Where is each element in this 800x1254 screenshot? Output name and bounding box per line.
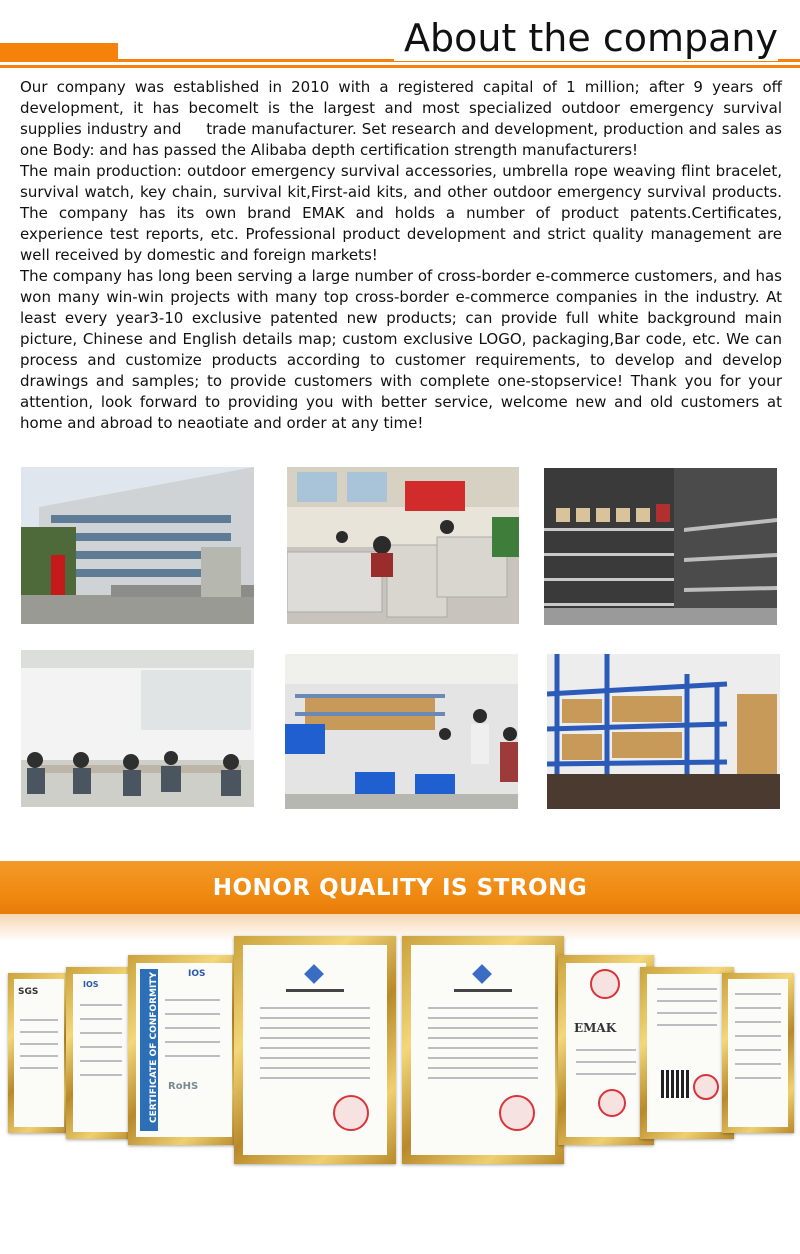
patent-emblem-icon <box>472 964 492 984</box>
header-rule-bottom <box>0 65 800 68</box>
photo-warehouse <box>547 654 780 809</box>
photo-workshop <box>21 650 254 807</box>
honor-banner <box>0 861 800 914</box>
photo-factory-building <box>21 467 254 624</box>
conformity-label: CERTIFICATE OF CONFORMITY <box>149 972 159 1123</box>
certificate-of-conformity <box>128 955 240 1145</box>
packing-area-image <box>285 654 518 809</box>
page-title: About the company <box>394 15 778 61</box>
emak-label: EMAK <box>574 1021 617 1035</box>
honor-banner-shadow <box>0 914 800 942</box>
intro-paragraph-1: Our company was established in 2010 with a registered capital of 1 million; after 9 years off development, it has becomelt is the largest and most specialized outdoor emergency survival supplies industry and trade manufacturer. Set research and development, production and sales as one Body: and has passed the Alibaba depth certification strength manufacturers! <box>20 78 787 159</box>
emblem-icon <box>590 969 620 999</box>
rohs-label: RoHS <box>168 1081 199 1092</box>
red-seal-icon <box>499 1095 535 1131</box>
certificate-sgs <box>8 973 70 1133</box>
office-image <box>287 467 519 624</box>
sgs-label: SGS <box>18 987 39 997</box>
certificate-design-patent <box>234 936 396 1164</box>
qr-code-icon <box>661 1070 689 1098</box>
red-seal-icon <box>693 1074 719 1100</box>
workshop-image <box>21 650 254 807</box>
photo-showroom <box>544 468 777 625</box>
certificate-ios-test <box>66 967 136 1139</box>
page-header <box>0 0 800 75</box>
certificate-test-report <box>640 967 734 1139</box>
intro-paragraph-2: The main production: outdoor emergency survival accessories, umbrella rope weaving flint bracelet, survival watch, key chain, survival kit,First-aid kits, and other outdoor emergency survival products. The company has its own brand EMAK and holds a number of product patents.Certificates, experience test reports, etc. Professional product development and strict quality management are well received by domestic and foreign markets! <box>20 162 782 264</box>
photo-packing-area <box>285 654 518 809</box>
company-intro <box>20 77 787 434</box>
warehouse-image <box>547 654 780 809</box>
honor-title: HONOR QUALITY IS STRONG <box>212 874 588 901</box>
patent-emblem-icon <box>304 964 324 984</box>
certificate-report-small <box>722 973 794 1133</box>
showroom-image <box>544 468 777 625</box>
ios-small-label: IOS <box>83 980 99 989</box>
certificate-utility-patent <box>402 936 564 1164</box>
ios-cert-label: IOS <box>188 969 206 979</box>
photo-office <box>287 467 519 624</box>
factory-building-image <box>21 467 254 624</box>
red-seal-icon <box>333 1095 369 1131</box>
red-seal-icon <box>598 1089 626 1117</box>
intro-paragraph-3: The company has long been serving a large number of cross-border e-commerce customers, and has won many win-win projects with many top cross-border e-commerce companies in the industry. At least every year3-10 exclusive patented new products; can provide full white background main picture, Chinese and English details map; custom exclusive LOGO, packaging,Bar code, etc. We can process and customize products according to customer requirements, to develop and develop drawings and samples; to provide customers with complete one-stopservice! Thank you for your attention, look forward to providing you with better service, welcome new and old customers at home and abroad to neaotiate and order at any time! <box>20 267 782 432</box>
